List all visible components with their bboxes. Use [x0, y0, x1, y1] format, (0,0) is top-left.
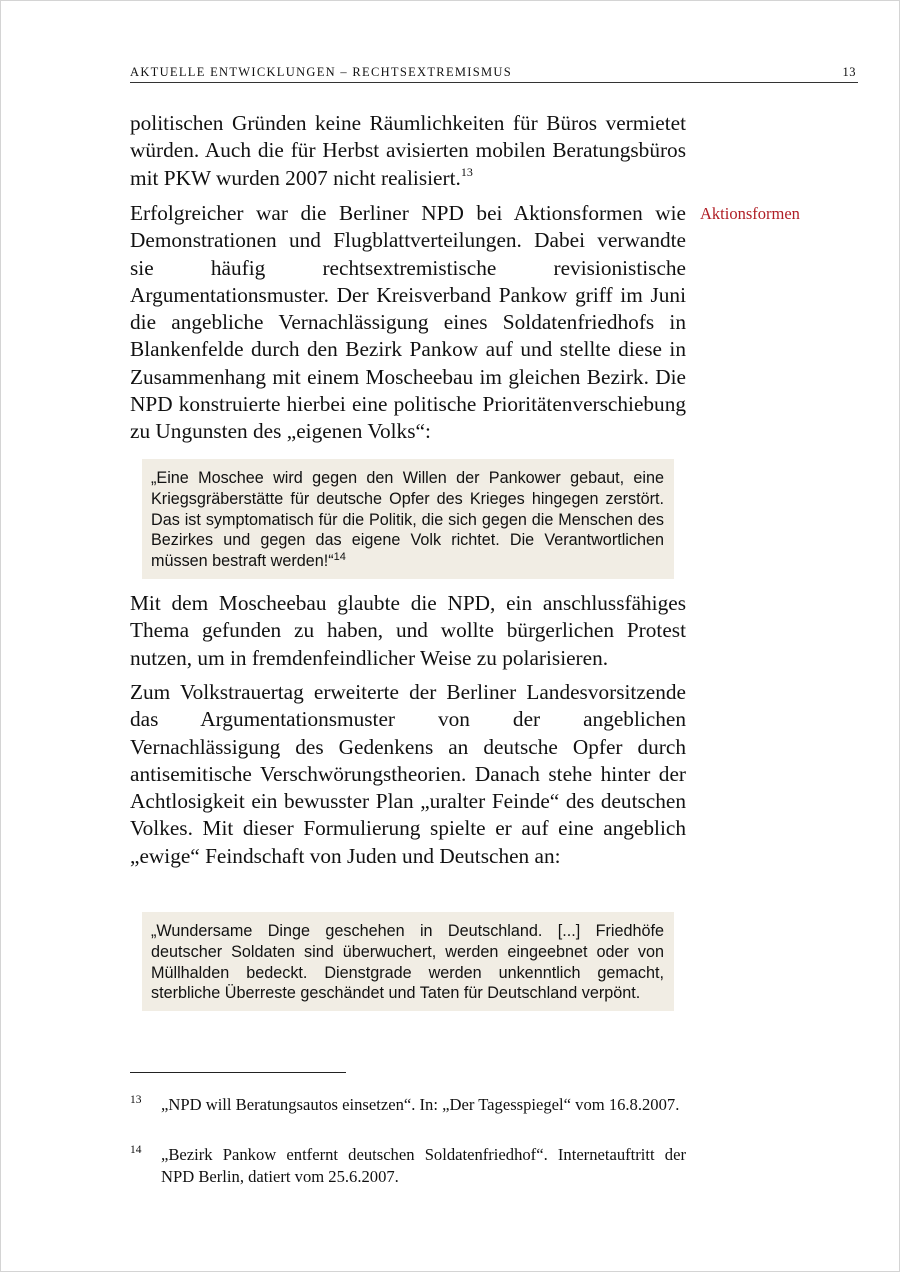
paragraph-text: politischen Gründen keine Räumlichkeiten für Büros vermietet würden. Auch die für Herbst avisierten mobilen Beratungsbüros mit PKW wurden 2007 nicht realisiert.	[130, 111, 686, 190]
paragraph-text: Mit dem Moscheebau glaubte die NPD, ein anschlussfähiges Thema gefunden zu haben, und wollte bürgerlichen Protest nutzen, um in fremdenfeindlicher Weise zu polarisieren.	[130, 591, 686, 670]
footnote-text: „NPD will Beratungsautos einsetzen“. In: „Der Tagesspiegel“ vom 16.8.2007.	[161, 1095, 680, 1114]
quote-text: „Eine Moschee wird gegen den Willen der Pankower gebaut, eine Kriegsgräberstätte für deutsche Opfer des Krieges hingegen zerstört. Das ist symptomatisch für die Politik, die sich gegen die Menschen des Bezirkes und gegen das eigene Volk richtet. Die Verantwortlichen müssen bestraft werden!“	[151, 469, 664, 571]
paragraph-text: Erfolgreicher war die Berliner NPD bei Aktionsformen wie Demonstrationen und Flugblattverteilungen. Dabei verwandte sie häufig rechtsextremistische revisionistische Argumentationsmuster. Der Kreisverband Pankow griff im Juni die angebliche Vernachlässigung eines Soldatenfriedhofs in Blankenfelde durch den Bezirk Pankow auf und stellte diese in Zusammenhang mit einem Moscheebau im gleichen Bezirk. Die NPD konstruierte hierbei eine politische Prioritätenverschiebung zu Ungunsten des „eigenen Volks“:	[130, 201, 686, 444]
footnote-number: 13	[130, 1094, 142, 1106]
footnote-13	[130, 1094, 686, 1116]
page-number: 13	[842, 65, 856, 79]
paragraph-1	[130, 110, 686, 192]
footnote-ref-14[interactable]: 14	[333, 551, 346, 564]
paragraph-2	[130, 200, 686, 446]
footnote-14	[130, 1144, 686, 1187]
margin-note-aktionsformen: Aktionsformen	[700, 204, 800, 223]
paragraph-text: Zum Volkstrauertag erweiterte der Berliner Landesvorsitzende das Argumentationsmuster von der angeblichen Vernachlässigung des Gedenkens an deutsche Opfer durch antisemitische Verschwörungstheorien. Danach stehe hinter der Achtlosigkeit ein bewusster Plan „uralter Feinde“ des deutschen Volkes. Mit dieser Formulierung spielte er auf eine angeblich „ewige“ Feindschaft von Juden und Deutschen an:	[130, 680, 686, 868]
footnote-ref-13[interactable]: 13	[460, 164, 473, 179]
quote-text: „Wundersame Dinge geschehen in Deutschland. [...] Friedhöfe deutscher Soldaten sind überwuchert, werden eingeebnet oder von Müllhalden bedeckt. Dienstgrade werden unkenntlich gemacht, sterbliche Überreste geschändet und Taten für Deutschland verpönt.	[151, 922, 664, 1003]
running-title: AKTUELLE ENTWICKLUNGEN – RECHTSEXTREMISMUS	[130, 65, 513, 79]
blockquote-2	[142, 912, 674, 1011]
blockquote-1	[142, 459, 674, 579]
footnote-number: 14	[130, 1144, 142, 1156]
paragraph-4	[130, 679, 686, 870]
footnote-separator	[130, 1072, 346, 1073]
paragraph-3	[130, 590, 686, 672]
running-header	[130, 63, 858, 83]
footnote-text: „Bezirk Pankow entfernt deutschen Soldatenfriedhof“. Internetauftritt der NPD Berlin, datiert vom 25.6.2007.	[161, 1145, 686, 1186]
